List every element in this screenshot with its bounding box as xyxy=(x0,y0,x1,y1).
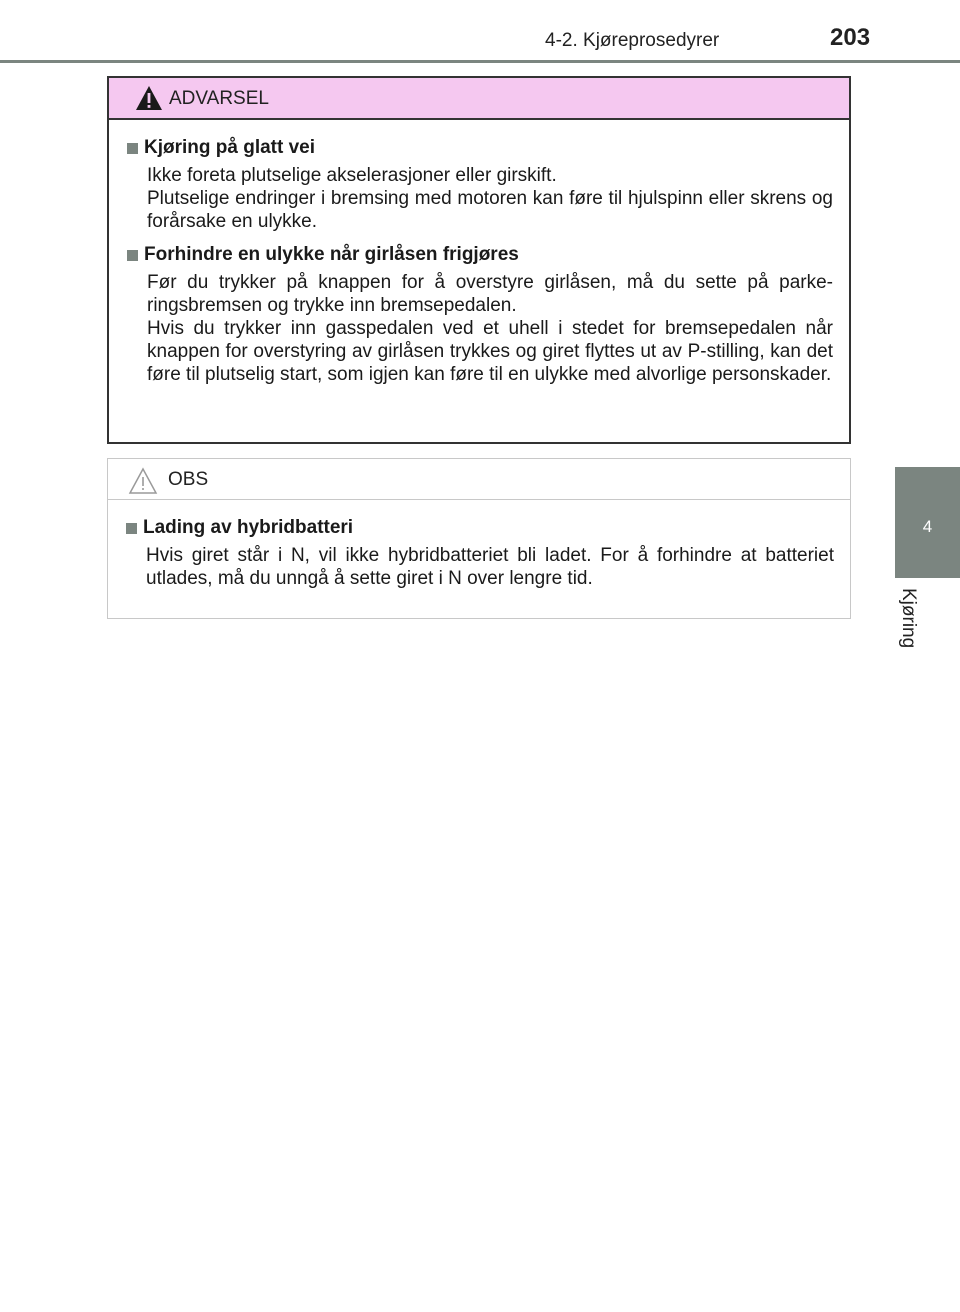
item-heading-text: Lading av hybridbatteri xyxy=(143,517,354,538)
item-heading xyxy=(127,136,833,160)
chapter-number: 4 xyxy=(922,517,933,536)
warning-item xyxy=(127,243,833,386)
notice-body xyxy=(108,500,850,590)
header-divider xyxy=(0,60,960,63)
warning-title: ADVARSEL xyxy=(169,88,269,109)
chapter-label-text: Kjøring xyxy=(898,588,919,649)
item-heading-text: Kjøring på glatt vei xyxy=(144,137,316,158)
section-title: 4-2. Kjøreprosedyrer xyxy=(545,30,720,51)
paragraph: Før du trykker på knappen for å overstyre girlåsen, må du sette på parke-ringsbremsen og trykke inn bremsepedalen. xyxy=(147,272,833,316)
paragraph: Plutselige endringer i bremsing med motoren kan føre til hjulspinn eller skrens og forårsake en ulykke. xyxy=(147,188,833,232)
paragraph: Hvis giret står i N, vil ikke hybridbatteriet bli ladet. For å forhindre at batteriet utlades, må du unngå å sette giret i N over lengre tid. xyxy=(146,545,834,589)
square-bullet-icon xyxy=(127,143,138,154)
square-bullet-icon xyxy=(127,250,138,261)
square-bullet-icon xyxy=(126,523,137,534)
notice-title: OBS xyxy=(168,469,209,490)
warning-header xyxy=(109,78,849,120)
caution-triangle-outline-icon xyxy=(128,467,158,495)
page-number: 203 xyxy=(830,24,871,51)
warning-body xyxy=(109,120,849,386)
warning-box xyxy=(107,76,851,444)
item-text xyxy=(147,164,833,233)
item-heading-text: Forhindre en ulykke når girlåsen frigjøres xyxy=(144,244,519,265)
item-text xyxy=(146,544,834,590)
chapter-label xyxy=(893,588,925,708)
item-heading xyxy=(127,243,833,267)
item-text xyxy=(147,271,833,386)
paragraph: Ikke foreta plutselige akselerasjoner eller girskift. xyxy=(147,165,557,186)
warning-item xyxy=(127,136,833,233)
notice-item xyxy=(126,516,834,590)
item-heading xyxy=(126,516,834,540)
paragraph: Hvis du trykker inn gasspedalen ved et uhell i stedet for bremsepedalen når knappen for overstyring av girlåsen trykkes og giret flyttes ut av P-stilling, kan det føre til plutselig start, som igjen kan føre til en ulykke med alvorlige personskader. xyxy=(147,318,833,385)
notice-header xyxy=(108,459,850,500)
chapter-tab xyxy=(895,467,960,578)
notice-box xyxy=(107,458,851,619)
warning-triangle-icon xyxy=(135,85,163,111)
